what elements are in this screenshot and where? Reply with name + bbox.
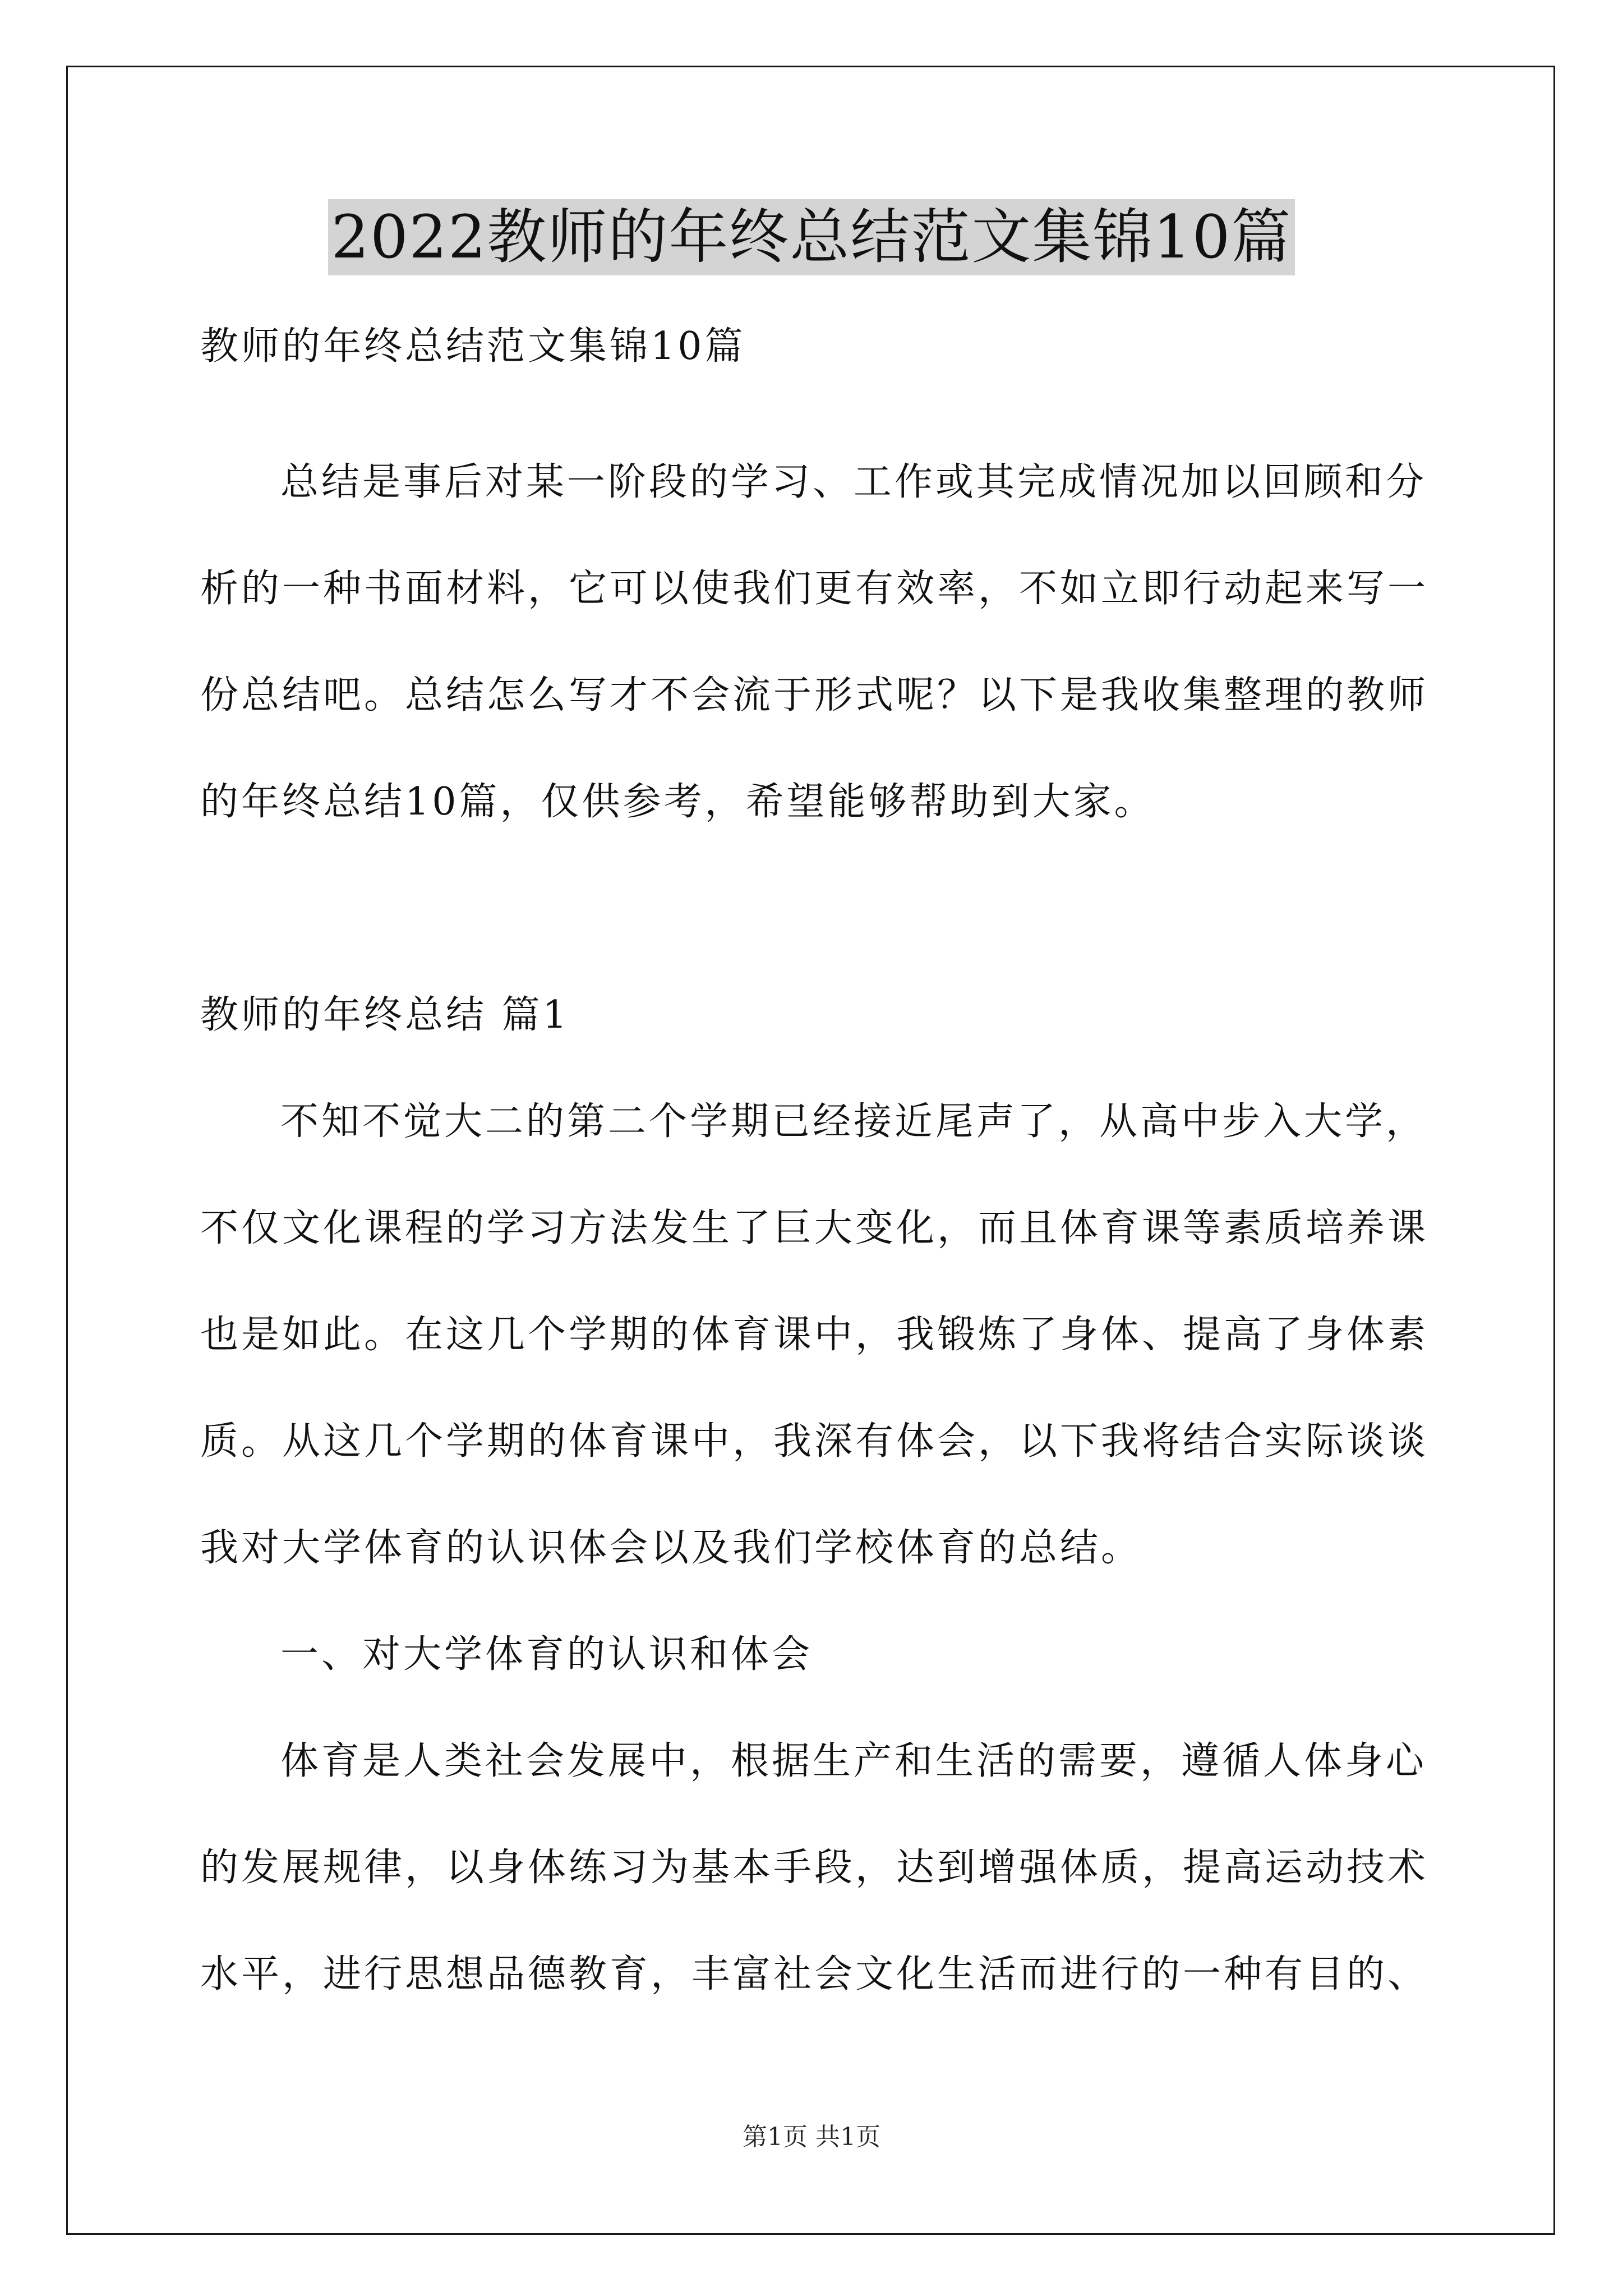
- intro-line-2: 析的一种书面材料，它可以使我们更有效率，不如立即行动起来写一: [200, 567, 1428, 611]
- document-title: [0, 199, 1623, 275]
- paragraph-line: 不仅文化课程的学习方法发生了巨大变化，而且体育课等素质培养课: [200, 1206, 1428, 1250]
- paragraph-line: 也是如此。在这几个学期的体育课中，我锻炼了身体、提高了身体素: [200, 1313, 1428, 1357]
- paragraph-line: 不知不觉大二的第二个学期已经接近尾声了，从高中步入大学，: [280, 1099, 1427, 1144]
- paragraph-line: 质。从这几个学期的体育课中，我深有体会，以下我将结合实际谈谈: [200, 1419, 1428, 1464]
- document-title-text: 2022教师的年终总结范文集锦10篇: [328, 199, 1295, 275]
- subtitle: 教师的年终总结范文集锦10篇: [200, 324, 746, 369]
- subheading: 一、对大学体育的认识和体会: [280, 1632, 813, 1677]
- paragraph-line: 的发展规律，以身体练习为基本手段，达到增强体质，提高运动技术: [200, 1846, 1428, 1890]
- page-footer: 第1页 共1页: [743, 2123, 880, 2151]
- intro-line-4: 的年终总结10篇，仅供参考，希望能够帮助到大家。: [200, 780, 1155, 824]
- paragraph-line: 水平，进行思想品德教育，丰富社会文化生活而进行的一种有目的、: [200, 1952, 1428, 1996]
- intro-line-1: 总结是事后对某一阶段的学习、工作或其完成情况加以回顾和分: [280, 460, 1427, 504]
- intro-line-3: 份总结吧。总结怎么写才不会流于形式呢？以下是我收集整理的教师: [200, 673, 1428, 717]
- section-heading: 教师的年终总结 篇1: [200, 993, 570, 1037]
- paragraph-line: 我对大学体育的认识体会以及我们学校体育的总结。: [200, 1526, 1142, 1570]
- paragraph-line: 体育是人类社会发展中，根据生产和生活的需要，遵循人体身心: [280, 1739, 1427, 1783]
- page-border: [66, 66, 1555, 2235]
